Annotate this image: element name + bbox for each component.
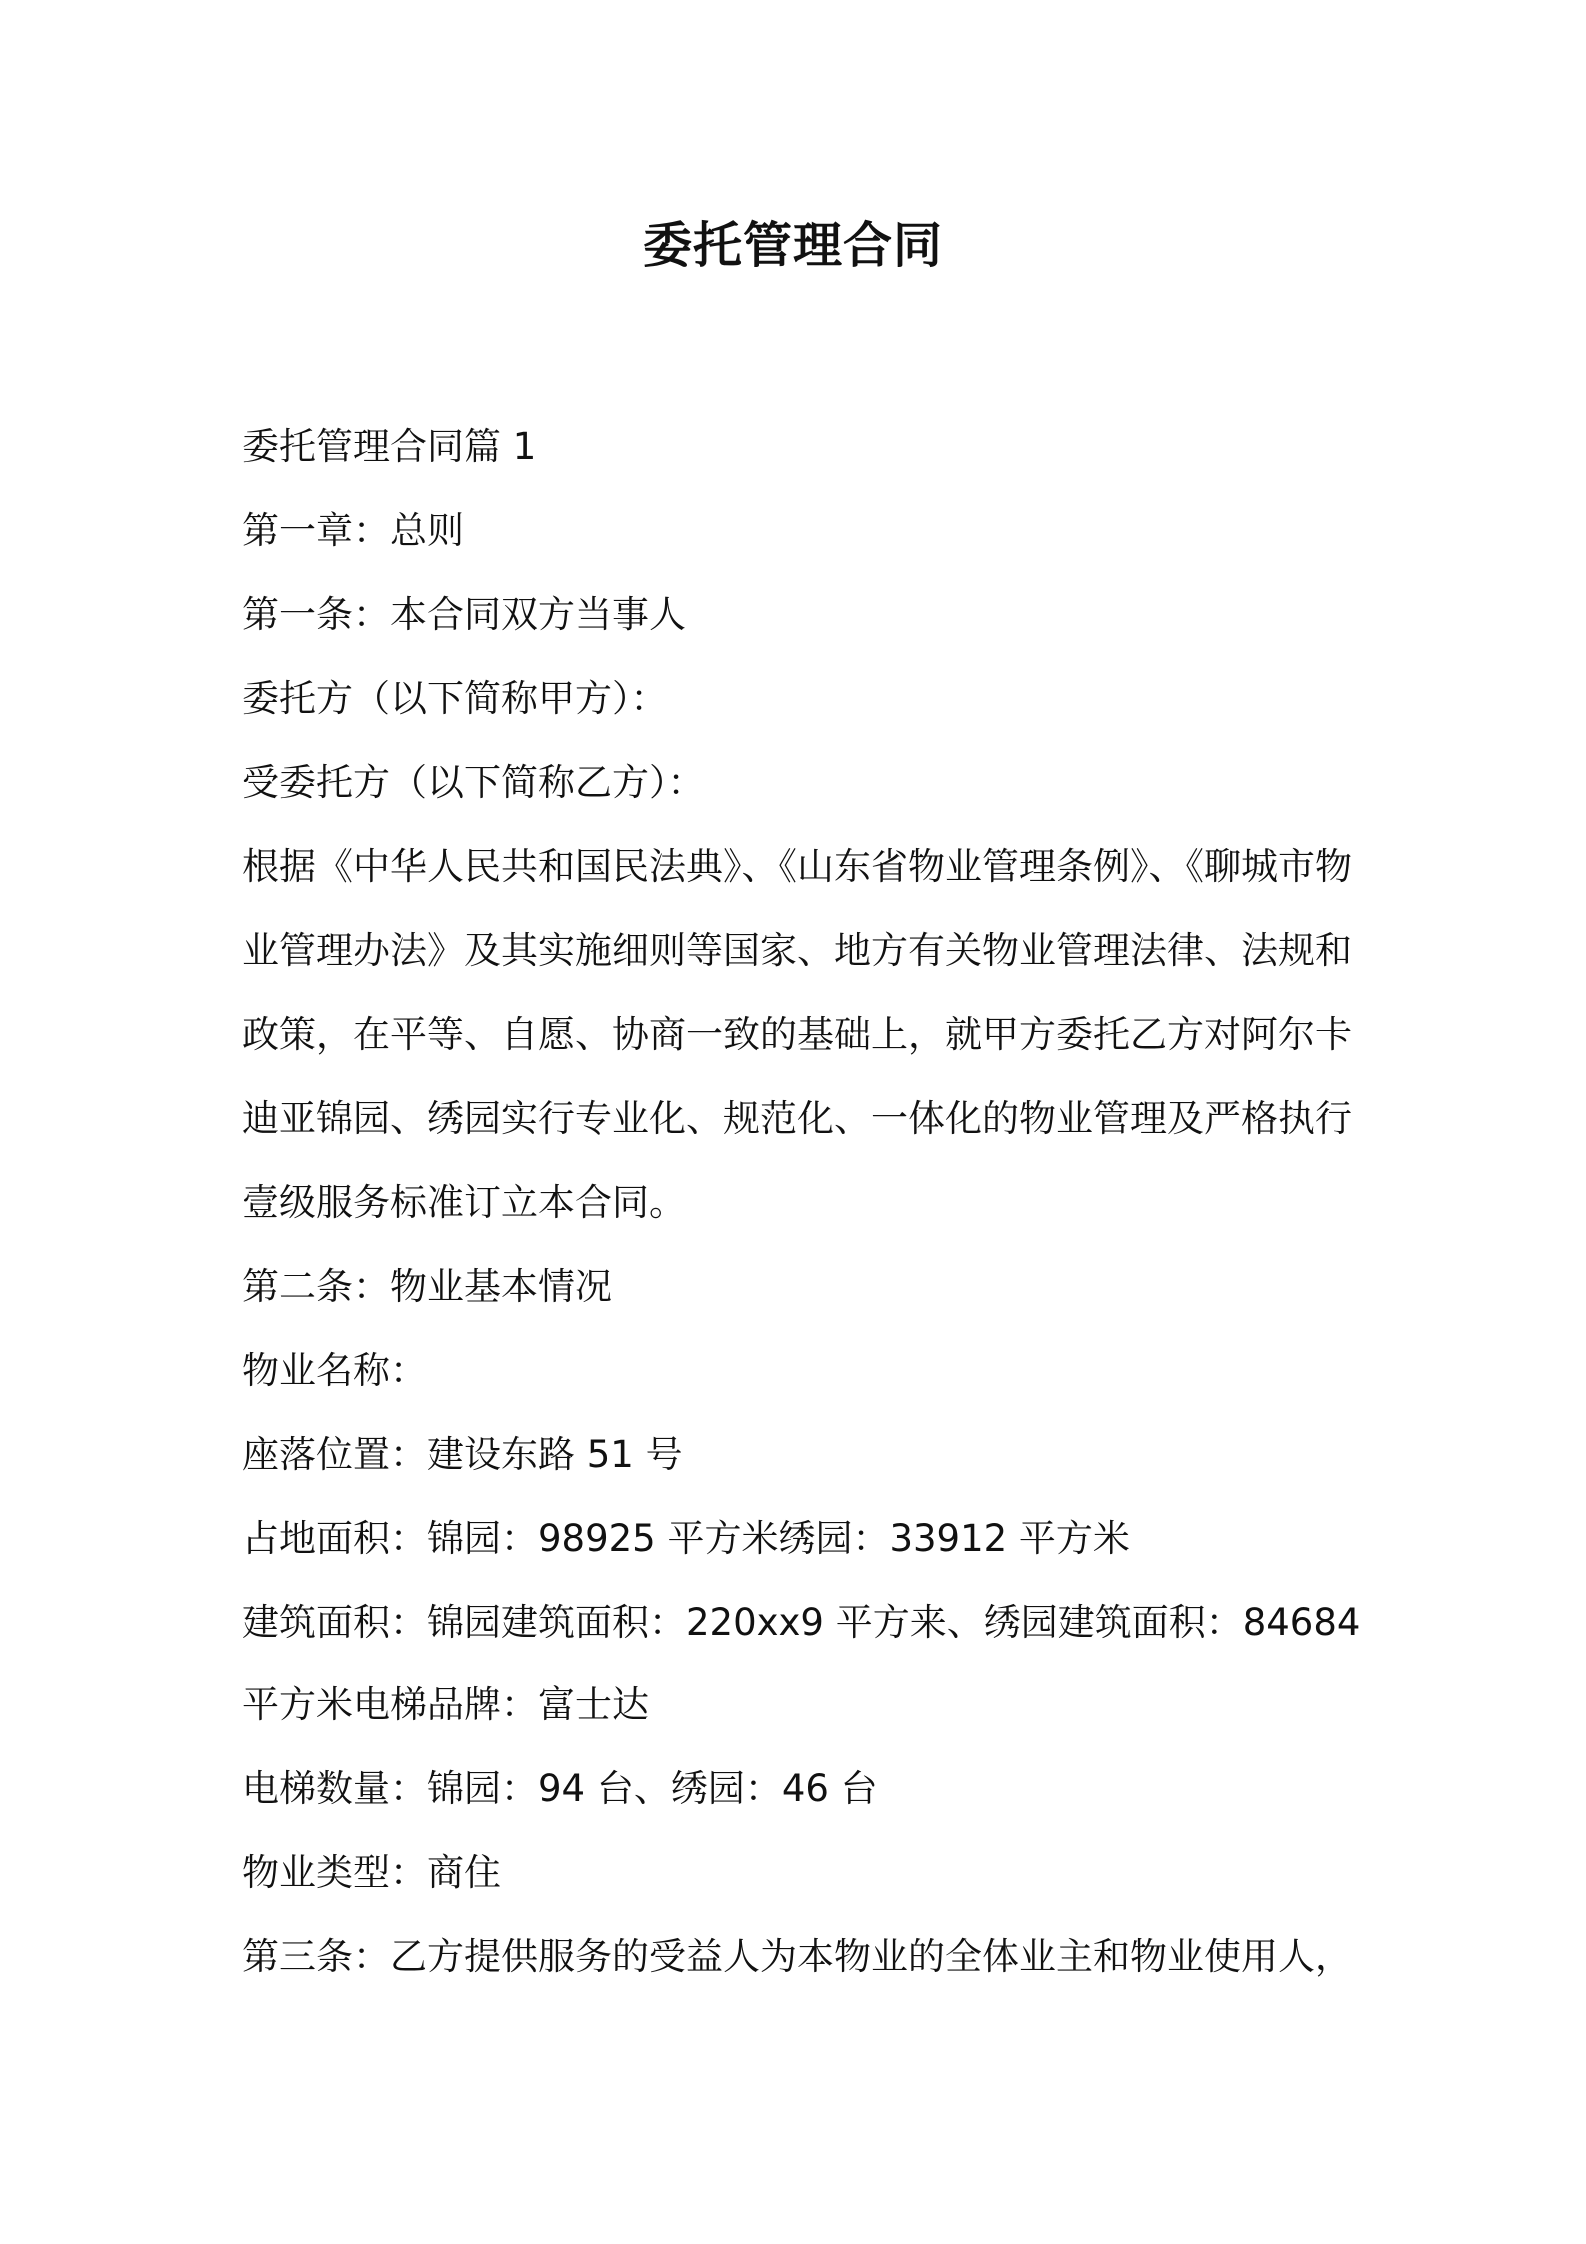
building-area-line: 建筑面积：锦园建筑面积：220xx9 平方来、绣园建筑面积：84684 [242,1601,1361,1644]
elevator-count-line: 电梯数量：锦园：94 台、绣园：46 台 [242,1767,878,1810]
land-area-line: 占地面积：锦园：98925 平方米绣园：33912 平方米 [242,1517,1130,1560]
paragraph-line: 迪亚锦园、绣园实行专业化、规范化、一体化的物业管理及严格执行 [242,1097,1352,1140]
paragraph-line: 根据《中华人民共和国民法典》、《山东省物业管理条例》、《聊城市物 [242,845,1352,888]
article-heading: 第二条：物业基本情况 [242,1265,612,1308]
document-body [242,405,1360,1999]
property-name-line: 物业名称： [242,1349,427,1392]
party-a-line: 委托方（以下简称甲方）： [242,677,668,720]
chapter-heading: 第一章：总则 [242,509,464,552]
section-heading: 委托管理合同篇 1 [242,425,537,468]
article-heading: 第一条：本合同双方当事人 [242,593,686,636]
document-title: 委托管理合同 [642,217,943,274]
elevator-brand-line: 平方米电梯品牌：富士达 [242,1683,649,1726]
party-b-line: 受委托方（以下简称乙方）： [242,761,705,804]
paragraph-line: 政策，在平等、自愿、协商一致的基础上，就甲方委托乙方对阿尔卡 [242,1013,1352,1056]
property-type-line: 物业类型：商住 [242,1851,501,1894]
property-location-line: 座落位置：建设东路 51 号 [242,1433,683,1476]
paragraph-line: 壹级服务标准订立本合同。 [242,1181,686,1224]
article-heading: 第三条：乙方提供服务的受益人为本物业的全体业主和物业使用人， [242,1935,1352,1978]
paragraph-line: 业管理办法》及其实施细则等国家、地方有关物业管理法律、法规和 [242,929,1352,972]
